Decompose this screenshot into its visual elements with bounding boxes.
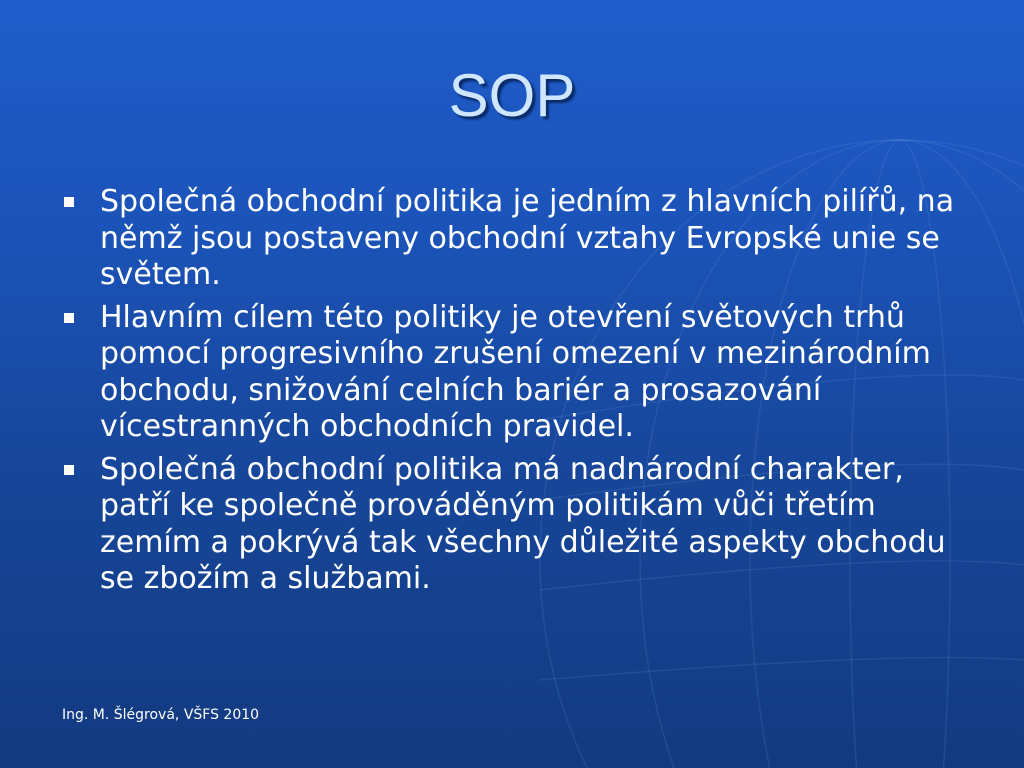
square-bullet-icon <box>64 197 74 207</box>
bullet-list <box>100 184 980 604</box>
slide-footer: Ing. M. Šlégrová, VŠFS 2010 <box>62 707 260 723</box>
square-bullet-icon <box>64 465 74 475</box>
bullet-text: Společná obchodní politika je jedním z hlavních pilířů, na němž jsou postaveny obchodní vztahy Evropské unie se světem. <box>100 184 955 292</box>
bullet-text: Společná obchodní politika má nadnárodní charakter, patří ke společně prováděným politikám vůči třetím zemím a pokrývá tak všechny důležité aspekty obchodu se zbožím a službami. <box>100 451 946 596</box>
bullet-item <box>100 300 980 446</box>
slide-title: SOP <box>448 62 576 129</box>
bullet-item <box>100 452 980 598</box>
bullet-item <box>100 184 980 294</box>
square-bullet-icon <box>64 313 74 323</box>
bullet-text: Hlavním cílem této politiky je otevření světových trhů pomocí progresivního zrušení omezení v mezinárodním obchodu, snižování celních bariér a prosazování vícestranných obchodních pravidel. <box>100 299 931 444</box>
